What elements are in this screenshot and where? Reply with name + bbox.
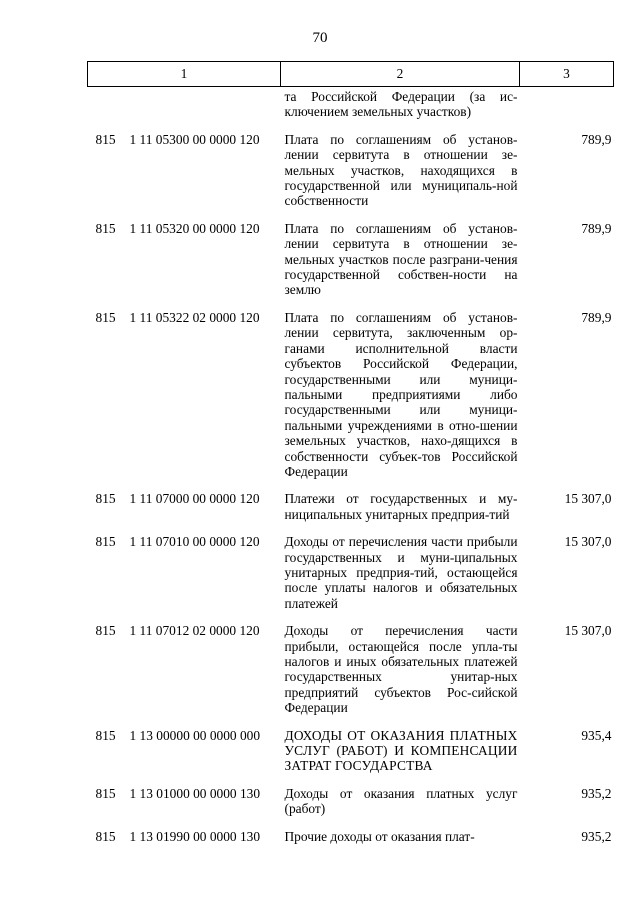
revenue-name: ДОХОДЫ ОТ ОКАЗАНИЯ ПЛАТНЫХ УСЛУГ (РАБОТ) И КОМПЕНСАЦИИ ЗАТРАТ ГОСУДАРСТВА bbox=[284, 727, 518, 774]
table-row bbox=[88, 491, 614, 534]
continuation-row bbox=[88, 87, 614, 132]
code-cell bbox=[88, 534, 281, 623]
amount-value: 15 307,0 bbox=[564, 491, 612, 507]
code-cell bbox=[88, 310, 281, 491]
revenue-name: Плата по соглашениям об установ-лении сервитута, заключенным ор-ганами исполнительной власти субъектов Российской Федерации, государственными или муници-пальными предприятиями либо государственными или муници-пальными учреждениями в отно-шении земельных участков, нахо-дящихся в собственности субъек-тов Российской Федерации bbox=[284, 309, 518, 479]
table-row bbox=[88, 623, 614, 727]
budget-classification-code: 1 11 07010 00 0000 120 bbox=[129, 534, 260, 550]
table-row bbox=[88, 221, 614, 310]
admin-code: 815 bbox=[95, 727, 116, 743]
revenue-table bbox=[87, 61, 614, 856]
column-header-2: 2 bbox=[281, 62, 520, 87]
revenue-name: Плата по соглашениям об установ-лении сервитута в отношении зе-мельных участков после разграни-чения государственной собствен-ности на землю bbox=[284, 220, 518, 298]
code-cell bbox=[88, 728, 281, 786]
admin-code: 815 bbox=[95, 220, 116, 236]
admin-code: 815 bbox=[95, 131, 116, 147]
code-cell bbox=[88, 491, 281, 534]
admin-code: 815 bbox=[95, 828, 116, 844]
amount-value: 789,9 bbox=[581, 131, 612, 147]
budget-classification-code: 1 11 05322 02 0000 120 bbox=[129, 309, 260, 325]
budget-classification-code: 1 13 01990 00 0000 130 bbox=[129, 828, 261, 844]
code-cell bbox=[88, 829, 281, 856]
revenue-name: Прочие доходы от оказания плат- bbox=[284, 828, 475, 844]
continuation-code-cell bbox=[88, 87, 281, 132]
revenue-name: Платежи от государственных и му-ниципальных унитарных предприя-тий bbox=[284, 491, 518, 522]
admin-code: 815 bbox=[95, 309, 116, 325]
revenue-name: Доходы от перечисления части прибыли, остающейся после упла-ты налогов и иных обязательных платежей государственных унитар-ных предприятий субъектов Рос-сийской Федерации bbox=[284, 623, 518, 716]
code-cell bbox=[88, 132, 281, 221]
table-row bbox=[88, 728, 614, 786]
revenue-name: Доходы от оказания платных услуг (работ) bbox=[284, 785, 518, 817]
budget-classification-code: 1 11 05320 00 0000 120 bbox=[129, 220, 260, 236]
admin-code: 815 bbox=[95, 534, 116, 550]
code-cell bbox=[88, 786, 281, 829]
table-row bbox=[88, 829, 614, 856]
amount-value: 789,9 bbox=[581, 309, 612, 325]
budget-classification-code: 1 13 01000 00 0000 130 bbox=[129, 785, 261, 801]
amount-value: 935,4 bbox=[581, 727, 612, 743]
amount-value: 15 307,0 bbox=[564, 534, 612, 550]
column-header-1: 1 bbox=[88, 62, 281, 87]
admin-code: 815 bbox=[95, 491, 116, 507]
code-cell bbox=[88, 221, 281, 310]
code-cell bbox=[88, 623, 281, 727]
table-row bbox=[88, 534, 614, 623]
table-body bbox=[88, 87, 614, 857]
budget-classification-code: 1 11 05300 00 0000 120 bbox=[129, 131, 260, 147]
amount-value: 15 307,0 bbox=[564, 623, 612, 639]
amount-value: 935,2 bbox=[581, 828, 612, 844]
revenue-name: Доходы от перечисления части прибыли государственных и муни-ципальных унитарных предприя-тий, остающейся после уплаты налогов и обязательных платежей bbox=[284, 534, 518, 611]
table-header-row bbox=[88, 62, 614, 87]
continuation-text: та Российской Федерации (за ис-ключением земельных участков) bbox=[284, 89, 518, 120]
admin-code: 815 bbox=[95, 623, 116, 639]
budget-classification-code: 1 11 07000 00 0000 120 bbox=[129, 491, 260, 507]
column-header-3: 3 bbox=[520, 62, 614, 87]
budget-classification-code: 1 11 07012 02 0000 120 bbox=[129, 623, 260, 639]
amount-value: 789,9 bbox=[581, 220, 612, 236]
page-number: 70 bbox=[312, 30, 328, 46]
table-row bbox=[88, 310, 614, 491]
admin-code: 815 bbox=[95, 785, 116, 801]
table-row bbox=[88, 132, 614, 221]
amount-value: 935,2 bbox=[581, 785, 612, 801]
table-row bbox=[88, 786, 614, 829]
budget-classification-code: 1 13 00000 00 0000 000 bbox=[129, 727, 261, 743]
continuation-amount-cell bbox=[520, 87, 614, 132]
revenue-name: Плата по соглашениям об установ-лении сервитута в отношении зе-мельных участков, находящихся в государственной или муниципаль-ной собственности bbox=[284, 131, 518, 209]
